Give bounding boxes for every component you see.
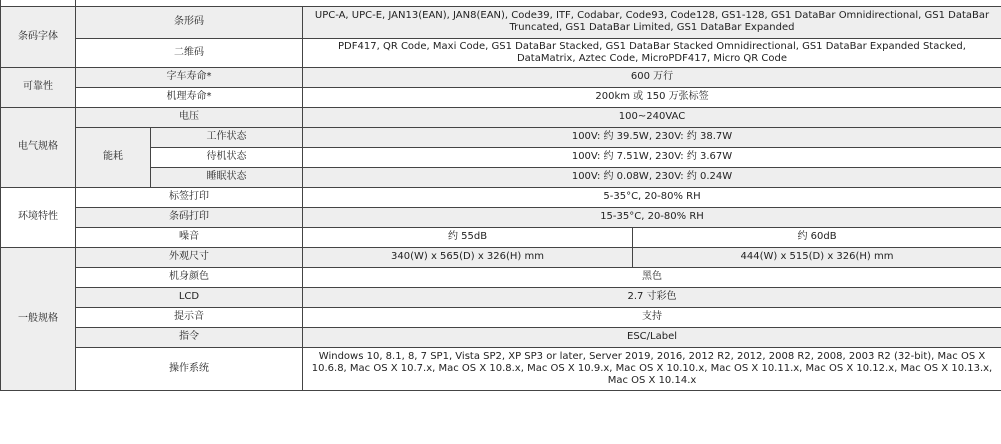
row-label-2d-barcode: 二维码 [76,38,303,67]
row-label-beep: 提示音 [76,307,303,327]
row-value-dimensions-b: 444(W) x 515(D) x 326(H) mm [633,247,1001,267]
row-value-voltage: 100~240VAC [303,107,1001,127]
row-value-beep: 支持 [303,307,1001,327]
row-value-linear-barcode: UPC-A, UPC-E, JAN13(EAN), JAN8(EAN), Code39, ITF, Codabar, Code93, Code128, GS1-128, GS1 DataBar Omnidirectional, GS1 DataBar Truncated, GS1 DataBar Limited, GS1 DataBar Expanded [303,6,1001,38]
row-value-os: Windows 10, 8.1, 8, 7 SP1, Vista SP2, XP SP3 or later, Server 2019, 2016, 2012 R2, 2012, 2008 R2, 2008, 2003 R2 (32-bit), Mac OS X 10.6.8, Mac OS X 10.7.x, Mac OS X 10.8.x, Mac OS X 10.9.x, Mac OS X 10.10.x, Mac OS X 10.11.x, Mac OS X 10.12.x, Mac OS X 10.13.x, Mac OS X 10.14.x [303,347,1001,390]
row-value-noise-b: 约 60dB [633,227,1001,247]
row-value-standby: 100V: 约 7.51W, 230V: 约 3.67W [303,147,1001,167]
row-label-barcode-print: 条码打印 [76,207,303,227]
section-label-environment: 环境特性 [1,187,76,247]
row-label-working: 工作状态 [151,127,303,147]
row-value-head-life: 600 万行 [303,67,1001,87]
row-label-mech-life: 机理寿命* [76,87,303,107]
section-label-barcode-font: 条码字体 [1,6,76,67]
row-label-color: 机身颜色 [76,267,303,287]
row-value-dimensions-a: 340(W) x 565(D) x 326(H) mm [303,247,633,267]
row-label-lcd: LCD [76,287,303,307]
row-label-dimensions: 外观尺寸 [76,247,303,267]
row-value-sleep: 100V: 约 0.08W, 230V: 约 0.24W [303,167,1001,187]
row-label-voltage: 电压 [76,107,303,127]
row-label-label-print: 标签打印 [76,187,303,207]
row-value-barcode-print: 15-35°C, 20-80% RH [303,207,1001,227]
row-label-linear-barcode: 条形码 [76,6,303,38]
row-value-color: 黑色 [303,267,1001,287]
row-value-mech-life: 200km 或 150 万张标签 [303,87,1001,107]
row-label-head-life: 字车寿命* [76,67,303,87]
row-value-working: 100V: 约 39.5W, 230V: 约 38.7W [303,127,1001,147]
row-value-label-print: 5-35°C, 20-80% RH [303,187,1001,207]
row-label-sleep: 睡眠状态 [151,167,303,187]
row-value-noise-a: 约 55dB [303,227,633,247]
section-label-reliability: 可靠性 [1,67,76,107]
section-label-general: 一般规格 [1,247,76,390]
row-label-os: 操作系统 [76,347,303,390]
section-label-electrical: 电气规格 [1,107,76,187]
row-value-2d-barcode: PDF417, QR Code, Maxi Code, GS1 DataBar Stacked, GS1 DataBar Stacked Omnidirectional, GS1 DataBar Expanded Stacked, DataMatrix, Aztec Code, MicroPDF417, Micro QR Code [303,38,1001,67]
group-label-power: 能耗 [76,127,151,187]
row-label-noise: 噪音 [76,227,303,247]
row-value-command: ESC/Label [303,327,1001,347]
row-label-command: 指令 [76,327,303,347]
row-value-lcd: 2.7 寸彩色 [303,287,1001,307]
row-label-standby: 待机状态 [151,147,303,167]
